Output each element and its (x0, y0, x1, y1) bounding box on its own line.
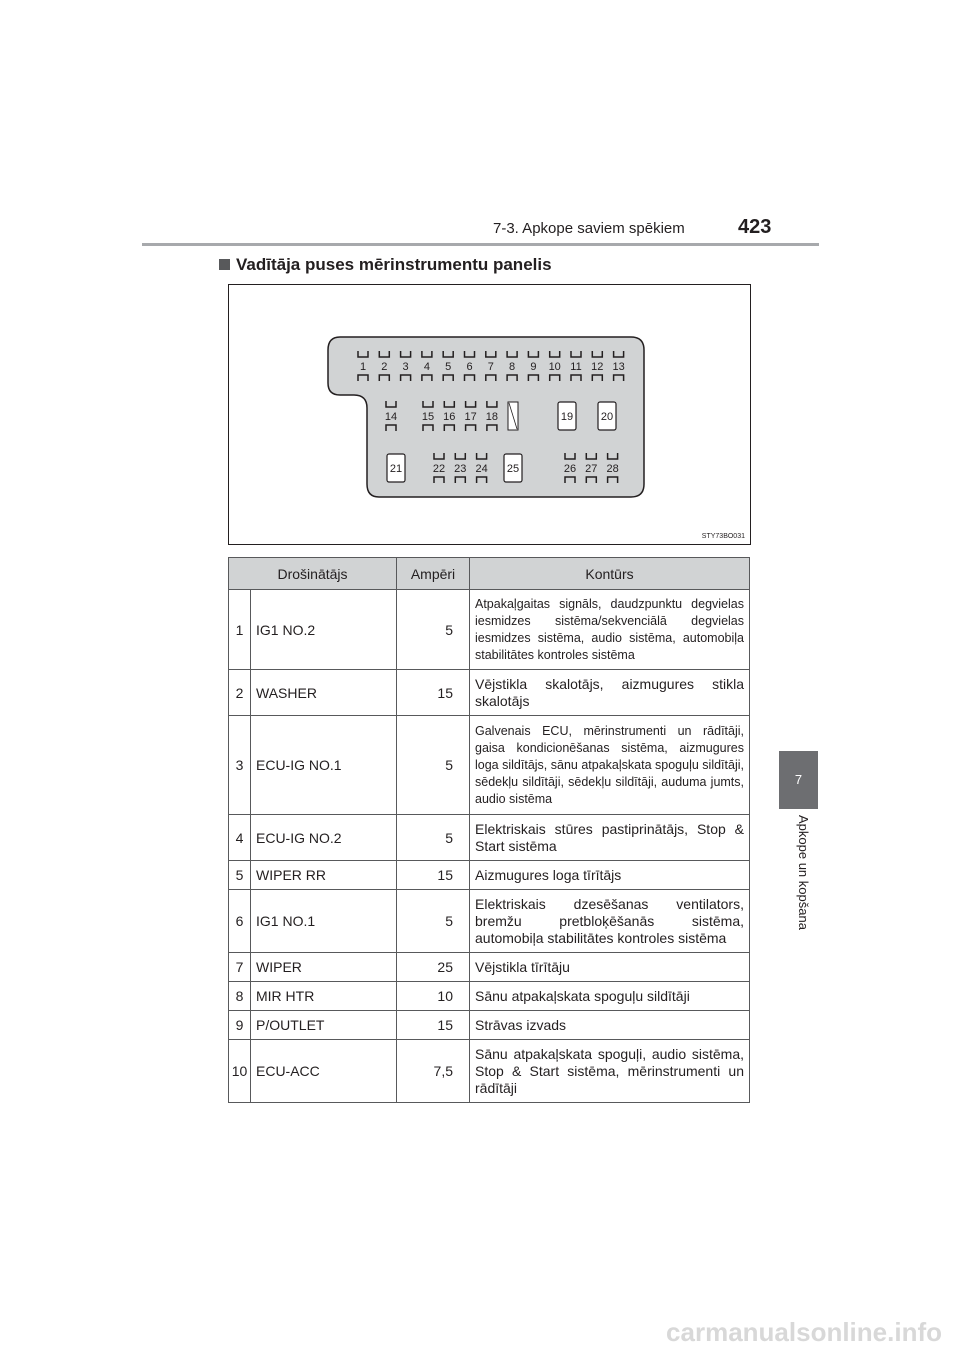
fuse-number: 5 (445, 361, 452, 373)
cell-name: ECU-ACC (251, 1040, 397, 1103)
cell-circuit: Sānu atpakaļskata spoguļu sildītāji (470, 982, 750, 1011)
fuse-number: 26 (563, 463, 577, 475)
fuse-number: 22 (432, 463, 446, 475)
fuse-number: 23 (454, 463, 467, 475)
fuse-number: 25 (506, 463, 520, 475)
cell-amp: 10 (397, 982, 470, 1011)
cell-num: 3 (229, 716, 251, 815)
cell-name: WASHER (251, 670, 397, 716)
fuse-number: 17 (464, 411, 477, 423)
fuse-number: 9 (530, 361, 537, 373)
fuse-slot-large (598, 402, 616, 430)
cell-name: WIPER (251, 953, 397, 982)
header-circuit: Kontūrs (470, 558, 750, 590)
cell-circuit: Elektriskais stūres pastiprinātājs, Stop & Start sistēma (470, 815, 750, 861)
cell-name: ECU-IG NO.2 (251, 815, 397, 861)
cell-amp: 5 (397, 716, 470, 815)
watermark: carmanualsonline.info (666, 1317, 942, 1347)
header-rule (142, 243, 819, 246)
subtitle (219, 255, 552, 275)
fuse-number: 7 (487, 361, 494, 373)
cell-circuit: Sānu atpakaļskata spoguļi, audio sistēma, Stop & Start sistēma, mērinstrumenti un rādītāji (470, 1040, 750, 1103)
subtitle-text: Vadītāja puses mērinstrumentu panelis (236, 255, 552, 274)
cell-num: 4 (229, 815, 251, 861)
fuse-table (228, 557, 750, 1103)
cell-amp: 7,5 (397, 1040, 470, 1103)
fuse-number: 10 (548, 361, 561, 373)
fuse-box-figure (228, 284, 751, 545)
cell-num: 8 (229, 982, 251, 1011)
cell-num: 2 (229, 670, 251, 716)
header-fuse: Drošinātājs (229, 558, 397, 590)
fuse-number: 6 (466, 361, 473, 373)
table-row (229, 670, 750, 716)
cell-amp: 5 (397, 590, 470, 670)
fuse-number: 15 (421, 411, 435, 423)
table-header-row (229, 558, 750, 590)
table-row (229, 1040, 750, 1103)
table-row (229, 716, 750, 815)
cell-num: 7 (229, 953, 251, 982)
cell-amp: 5 (397, 890, 470, 953)
fuse-number: 27 (585, 463, 598, 475)
cell-circuit: Atpakaļgaitas signāls, daudzpunktu degvielas iesmidzes sistēma/sekvenciālā degvielas iesmidzes sistēma, audio sistēma, automobiļa stabilitātes kontroles sistēma (470, 590, 750, 670)
cell-num: 1 (229, 590, 251, 670)
cell-circuit: Vējstikla tīrītāju (470, 953, 750, 982)
table-row (229, 815, 750, 861)
header-amps: Ampēri (397, 558, 470, 590)
fuse-box-diagram (229, 285, 750, 544)
cell-circuit: Galvenais ECU, mērinstrumenti un rādītāji, gaisa kondicionēšanas sistēma, aizmugures loga sildītājs, sānu atpakaļskata spoguļu sildītāji, sēdekļu sildītāji, sēdekļu sildītāji, auduma jumts, audio sistēma (470, 716, 750, 815)
fuse-slot-large (387, 454, 405, 482)
cell-num: 5 (229, 861, 251, 890)
fuse-number: 3 (402, 361, 409, 373)
cell-num: 9 (229, 1011, 251, 1040)
page-number: 423 (738, 216, 772, 238)
table-row (229, 953, 750, 982)
section-title: 7-3. Apkope saviem spēkiem (493, 220, 685, 237)
fuse-number: 13 (612, 361, 625, 373)
cell-name: MIR HTR (251, 982, 397, 1011)
cell-circuit: Strāvas izvads (470, 1011, 750, 1040)
chapter-tab[interactable]: 7 (779, 751, 818, 809)
fuse-number: 2 (381, 361, 388, 373)
fuse-number: 14 (384, 411, 398, 423)
fuse-number: 4 (423, 361, 430, 373)
fuse-slot-large (504, 454, 522, 482)
fuse-number: 16 (443, 411, 456, 423)
table-row (229, 861, 750, 890)
fuse-number: 19 (560, 411, 574, 423)
fuse-slot-large (558, 402, 576, 430)
cell-name: IG1 NO.2 (251, 590, 397, 670)
cell-amp: 5 (397, 815, 470, 861)
fuse-number: 28 (606, 463, 619, 475)
chapter-label: Apkope un kopšana (796, 815, 811, 930)
fuse-number: 20 (600, 411, 614, 423)
cell-amp: 15 (397, 1011, 470, 1040)
cell-num: 10 (229, 1040, 251, 1103)
cell-name: ECU-IG NO.1 (251, 716, 397, 815)
cell-amp: 15 (397, 670, 470, 716)
cell-amp: 25 (397, 953, 470, 982)
cell-circuit: Elektriskais dzesēšanas ventilators, bremžu pretbloķēšanās sistēma, automobiļa stabilitātes kontroles sistēma (470, 890, 750, 953)
table-row (229, 1011, 750, 1040)
fuse-number: 1 (359, 361, 367, 373)
cell-name: WIPER RR (251, 861, 397, 890)
table-row (229, 590, 750, 670)
table-row (229, 982, 750, 1011)
cell-amp: 15 (397, 861, 470, 890)
fuse-number: 24 (475, 463, 488, 475)
fuse-number: 18 (485, 411, 499, 423)
cell-circuit: Aizmugures loga tīrītājs (470, 861, 750, 890)
fuse-number: 8 (509, 361, 516, 373)
fuse-number: 12 (591, 361, 604, 373)
table-row (229, 890, 750, 953)
bullet-square-icon (219, 259, 230, 270)
cell-name: P/OUTLET (251, 1011, 397, 1040)
cell-circuit: Vējstikla skalotājs, aizmugures stikla skalotājs (470, 670, 750, 716)
fuse-number: 21 (389, 463, 403, 475)
fuse-number: 11 (570, 361, 582, 373)
cell-name: IG1 NO.1 (251, 890, 397, 953)
cell-num: 6 (229, 890, 251, 953)
figure-code: STY73BO031 (701, 533, 745, 540)
